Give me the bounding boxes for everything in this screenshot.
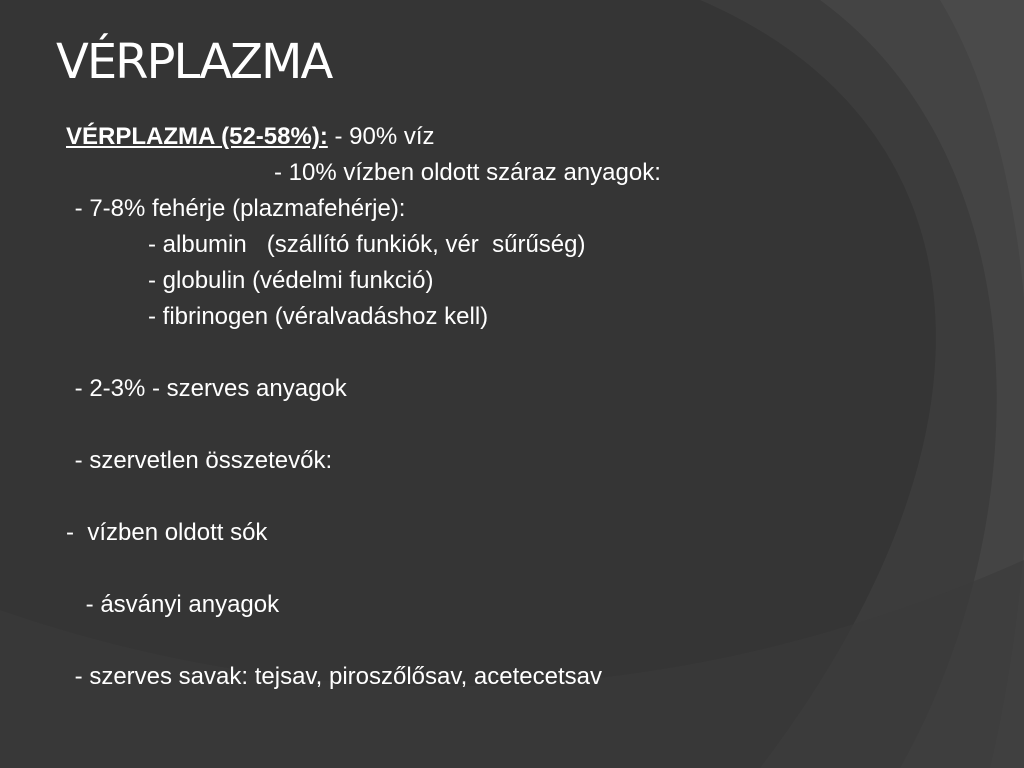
list-item: - 2-3% - szerves anyagok [68,375,347,402]
list-item: - 10% vízben oldott száraz anyagok: [274,159,661,186]
slide-title: VÉRPLAZMA [56,34,332,90]
list-item: - vízben oldott sók [66,519,268,546]
list-item: - ásványi anyagok [79,591,280,618]
list-item: - szervetlen összetevők: [68,447,333,474]
heading-line [66,122,435,152]
list-item: - albumin (szállító funkiók, vér sűrűség) [148,231,586,258]
heading-label: VÉRPLAZMA (52-58%): [66,123,328,150]
list-item: - fibrinogen (véralvadáshoz kell) [148,303,489,330]
list-item: - szerves savak: tejsav, piroszőlősav, acetecetsav [68,663,602,690]
list-item: - globulin (védelmi funkció) [148,267,434,294]
heading-rest: - 90% víz [327,123,435,150]
list-item: - 7-8% fehérje (plazmafehérje): [68,195,406,222]
